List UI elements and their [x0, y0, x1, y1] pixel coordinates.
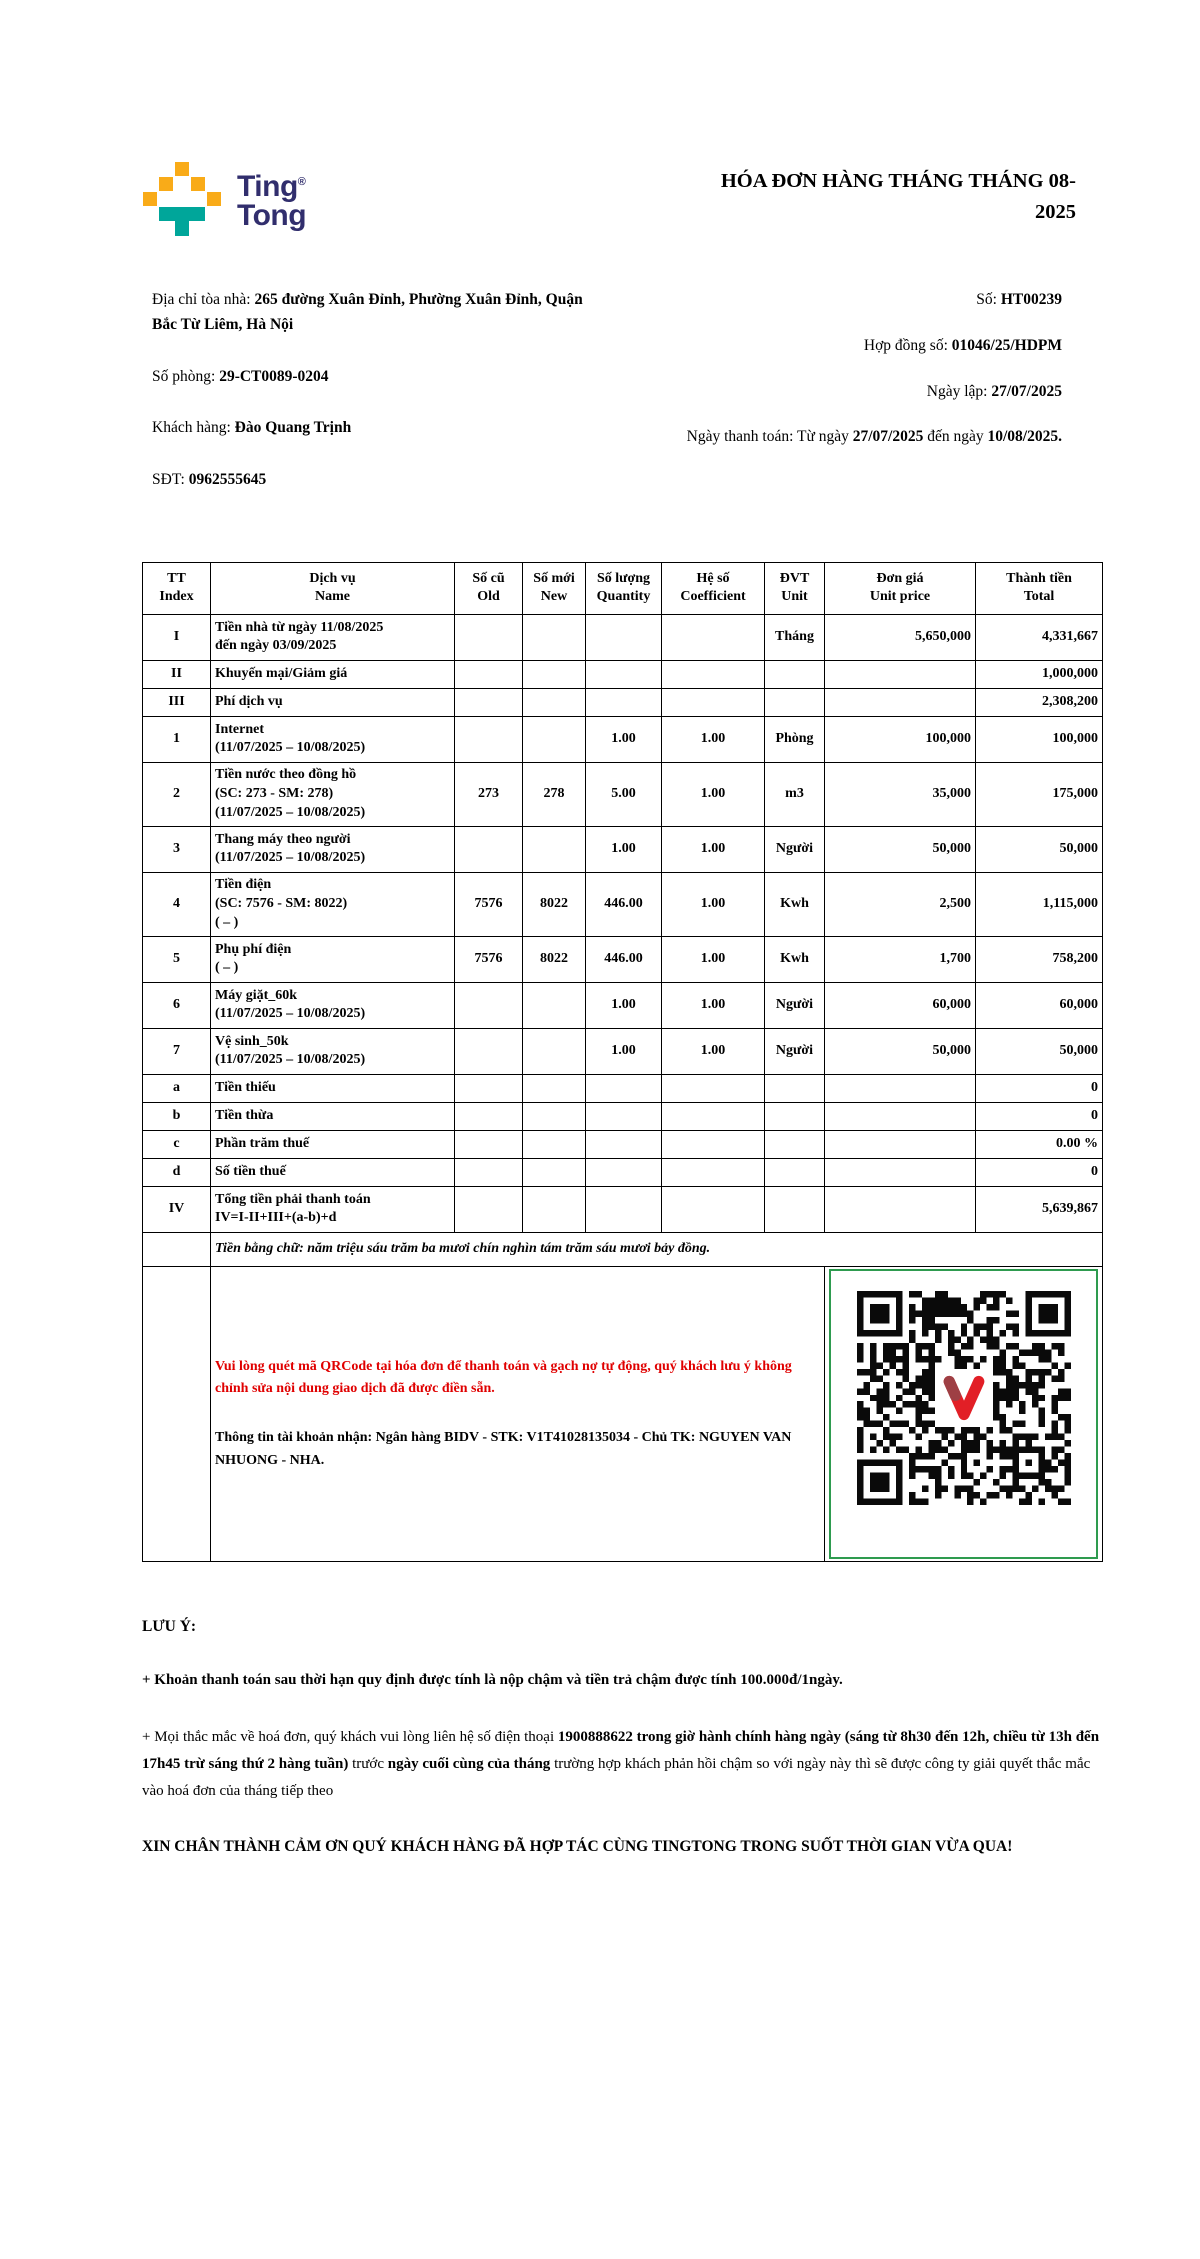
company-logo — [142, 160, 306, 238]
invoice-title-line2: 2025 — [1035, 200, 1076, 223]
text-segment: + Mọi thắc mắc về hoá đơn, quý khách vui lòng liên hệ số điện thoại — [142, 1728, 558, 1745]
hotline-note — [142, 1724, 1102, 1805]
cell-coef: 1.00 — [662, 762, 765, 826]
company-name-line1 — [237, 172, 306, 201]
cell-old — [455, 1028, 523, 1074]
qr-code-box — [829, 1269, 1098, 1559]
cell-empty — [143, 1232, 211, 1266]
cell-price: 1,700 — [825, 936, 976, 982]
cell-name — [211, 1186, 455, 1232]
cell-new: 8022 — [523, 936, 586, 982]
cell-coef — [662, 1102, 765, 1130]
payment-period-line — [662, 425, 1062, 450]
service-name-line: Phí dịch vụ — [215, 694, 283, 710]
cell-new — [523, 614, 586, 660]
service-row-5 — [143, 936, 1103, 982]
cell-unit — [765, 688, 825, 716]
cell-unit: Tháng — [765, 614, 825, 660]
service-row-III — [143, 688, 1103, 716]
logo-square — [175, 162, 189, 176]
cell-total: 50,000 — [976, 826, 1103, 872]
customer-info — [142, 288, 592, 520]
col-header-en: Name — [315, 589, 350, 605]
logo-word-ting: Ting — [237, 170, 298, 203]
col-header-name — [211, 562, 455, 614]
invoice-number-label: Số: — [976, 291, 1001, 308]
footer-notes — [142, 1618, 1102, 1860]
cell-index: 3 — [143, 826, 211, 872]
cell-new — [523, 688, 586, 716]
invoice-number-line — [662, 288, 1062, 313]
col-header-old — [455, 562, 523, 614]
cell-coef: 1.00 — [662, 982, 765, 1028]
qr-instruction-text: Vui lòng quét mã QRCode tại hóa đơn để thanh toán và gạch nợ tự động, quý khách lưu ý không chỉnh sửa nội dung giao dịch đã được điền sẵn. — [215, 1358, 792, 1396]
room-number-label: Số phòng: — [152, 367, 220, 385]
cell-coef — [662, 1158, 765, 1186]
cell-qty — [586, 1158, 662, 1186]
cell-qty: 446.00 — [586, 872, 662, 936]
text-segment: NGUYEN VAN NHUONG - NHA. — [215, 1430, 792, 1469]
qr-code-cell — [825, 1266, 1103, 1561]
cell-price: 100,000 — [825, 716, 976, 762]
cell-coef — [662, 1186, 765, 1232]
cell-price: 5,650,000 — [825, 614, 976, 660]
contract-number-label: Hợp đồng số: — [863, 336, 952, 354]
service-name-line: (11/07/2025 – 10/08/2025) — [215, 850, 366, 866]
cell-name — [211, 872, 455, 936]
phone-label: SĐT: — [152, 471, 189, 489]
cell-name — [211, 1028, 455, 1074]
issue-date-value: 27/07/2025 — [991, 382, 1062, 400]
cell-index: 6 — [143, 982, 211, 1028]
col-header-en: Quantity — [596, 589, 651, 605]
cell-qty: 1.00 — [586, 1028, 662, 1074]
service-row-1 — [143, 716, 1103, 762]
service-name-line: Tiền thừa — [215, 1108, 274, 1124]
cell-qty: 446.00 — [586, 936, 662, 982]
service-name-line: Internet — [215, 721, 264, 737]
cell-coef: 1.00 — [662, 1028, 765, 1074]
service-name-line: Tiền điện — [215, 877, 272, 893]
col-header-total — [976, 562, 1103, 614]
cell-old: 7576 — [455, 872, 523, 936]
col-header-index — [143, 562, 211, 614]
table-header-row — [143, 562, 1103, 614]
cell-unit: Người — [765, 1028, 825, 1074]
building-address-value: 265 đường Xuân Đỉnh, Phường Xuân Đỉnh, Quận Bắc Từ Liêm, Hà Nội — [152, 291, 583, 333]
room-number-value: 29-CT0089-0204 — [219, 367, 329, 385]
col-header-unit-price — [825, 562, 976, 614]
cell-total: 50,000 — [976, 1028, 1103, 1074]
cell-unit: Kwh — [765, 872, 825, 936]
service-row-I — [143, 614, 1103, 660]
cell-coef: 1.00 — [662, 872, 765, 936]
logo-square — [207, 192, 221, 206]
cell-total: 100,000 — [976, 716, 1103, 762]
col-header-en: Unit price — [869, 589, 931, 605]
service-name-line: (11/07/2025 – 10/08/2025) — [215, 1006, 366, 1022]
customer-name-label: Khách hàng: — [152, 419, 235, 437]
cell-name — [211, 936, 455, 982]
cell-coef — [662, 660, 765, 688]
payment-instructions-cell — [211, 1266, 825, 1561]
cell-old — [455, 826, 523, 872]
text-segment: trước — [348, 1755, 388, 1772]
cell-name — [211, 762, 455, 826]
cell-new — [523, 1028, 586, 1074]
cell-unit — [765, 1186, 825, 1232]
cell-index: III — [143, 688, 211, 716]
cell-total: 758,200 — [976, 936, 1103, 982]
cell-name — [211, 982, 455, 1028]
cell-qty — [586, 1130, 662, 1158]
col-header-vi: Dịch vụ — [309, 570, 356, 586]
service-name-line: (11/07/2025 – 10/08/2025) — [215, 804, 366, 820]
cell-total: 0 — [976, 1074, 1103, 1102]
invoice-details — [662, 288, 1102, 520]
logo-square — [191, 177, 205, 191]
cell-qty — [586, 1074, 662, 1102]
logo-square — [159, 177, 173, 191]
cell-unit — [765, 1130, 825, 1158]
cell-name — [211, 1158, 455, 1186]
cell-index: I — [143, 614, 211, 660]
cell-total: 60,000 — [976, 982, 1103, 1028]
cell-index: b — [143, 1102, 211, 1130]
issue-date-label: Ngày lập: — [926, 382, 992, 400]
service-row-a — [143, 1074, 1103, 1102]
cell-old: 273 — [455, 762, 523, 826]
service-row-d — [143, 1158, 1103, 1186]
cell-new — [523, 1074, 586, 1102]
building-address-line — [152, 288, 592, 338]
cell-unit — [765, 1102, 825, 1130]
service-name-line: Máy giặt_60k — [215, 987, 298, 1003]
logo-teal-stem — [175, 221, 189, 236]
invoice-number-value: HT00239 — [1000, 291, 1062, 308]
service-name-line: (SC: 273 - SM: 278) — [215, 786, 334, 802]
text-segment: Thông tin tài khoản nhận: Ngân hàng BIDV - STK: — [215, 1430, 527, 1446]
cell-total: 1,115,000 — [976, 872, 1103, 936]
col-header-new — [523, 562, 586, 614]
qr-payment-row — [143, 1266, 1103, 1561]
cell-old: 7576 — [455, 936, 523, 982]
cell-old — [455, 716, 523, 762]
company-name-line2 — [237, 199, 307, 233]
cell-coef — [662, 688, 765, 716]
amount-in-words-value: năm triệu sáu trăm ba mươi chín nghìn tám trăm sáu mươi bảy đồng. — [307, 1241, 711, 1257]
building-address-label: Địa chỉ tòa nhà: — [152, 291, 255, 308]
cell-unit — [765, 1158, 825, 1186]
services-table — [142, 562, 1103, 1562]
cell-coef: 1.00 — [662, 936, 765, 982]
cell-unit — [765, 1074, 825, 1102]
col-header-vi: Thành tiền — [1006, 570, 1072, 586]
cell-index: 2 — [143, 762, 211, 826]
cell-index: 5 — [143, 936, 211, 982]
cell-unit: Người — [765, 982, 825, 1028]
text-segment: V1T41028135034 — [526, 1430, 630, 1446]
issue-date-line — [662, 380, 1062, 405]
cell-index: c — [143, 1130, 211, 1158]
bank-account-text — [215, 1426, 815, 1472]
room-number-line — [152, 365, 592, 390]
cell-new — [523, 1102, 586, 1130]
cell-price: 2,500 — [825, 872, 976, 936]
text-segment: 27/07/2025 — [852, 428, 924, 446]
service-name-line: Vệ sinh_50k — [215, 1033, 289, 1049]
cell-name — [211, 614, 455, 660]
service-name-line: ( – ) — [215, 960, 239, 976]
cell-total: 1,000,000 — [976, 660, 1103, 688]
cell-qty — [586, 660, 662, 688]
text-segment: ngày cuối cùng của tháng — [387, 1755, 551, 1772]
col-header-vi: TT — [167, 570, 186, 586]
col-header-en: Unit — [781, 589, 808, 605]
cell-qty — [586, 1186, 662, 1232]
col-header-en: New — [540, 589, 568, 605]
cell-qty: 1.00 — [586, 826, 662, 872]
cell-price — [825, 1158, 976, 1186]
cell-old — [455, 1158, 523, 1186]
cell-unit: Người — [765, 826, 825, 872]
service-name-line: Tiền nhà từ ngày 11/08/2025 — [215, 619, 384, 635]
cell-qty: 1.00 — [586, 982, 662, 1028]
cell-total: 0 — [976, 1158, 1103, 1186]
cell-new — [523, 982, 586, 1028]
service-name-line: (11/07/2025 – 10/08/2025) — [215, 1052, 366, 1068]
text-segment: đến ngày — [923, 428, 988, 446]
service-row-b — [143, 1102, 1103, 1130]
amount-in-words-cell — [211, 1232, 1103, 1266]
service-name-line: (SC: 7576 - SM: 8022) — [215, 896, 348, 912]
cell-price — [825, 1130, 976, 1158]
service-name-line: (11/07/2025 – 10/08/2025) — [215, 740, 366, 756]
cell-price: 60,000 — [825, 982, 976, 1028]
company-name — [237, 172, 306, 231]
cell-old — [455, 1130, 523, 1158]
late-payment-note: + Khoản thanh toán sau thời hạn quy định được tính là nộp chậm và tiền trả chậm được tính 100.000đ/1ngày. — [142, 1671, 843, 1688]
logo-square — [143, 192, 157, 206]
customer-name-line — [152, 416, 592, 441]
col-header-vi: Đơn giá — [876, 570, 924, 586]
cell-index: 1 — [143, 716, 211, 762]
service-name-line: IV=I-II+III+(a-b)+d — [215, 1210, 337, 1226]
notes-heading: LƯU Ý: — [142, 1617, 197, 1635]
col-header-en: Coefficient — [680, 589, 746, 605]
cell-old — [455, 1186, 523, 1232]
invoice-meta — [142, 288, 1102, 520]
cell-coef: 1.00 — [662, 716, 765, 762]
cell-new — [523, 1130, 586, 1158]
customer-name-value: Đào Quang Trịnh — [234, 419, 352, 437]
cell-price — [825, 1186, 976, 1232]
col-header-unit — [765, 562, 825, 614]
col-header-vi: Số cũ — [472, 570, 505, 586]
service-row-6 — [143, 982, 1103, 1028]
cell-coef — [662, 614, 765, 660]
cell-total: 5,639,867 — [976, 1186, 1103, 1232]
cell-price: 50,000 — [825, 1028, 976, 1074]
contract-number-line — [662, 334, 1062, 359]
cell-name — [211, 660, 455, 688]
service-name-line: Thang máy theo người — [215, 831, 351, 847]
invoice-header — [142, 160, 1102, 238]
service-row-IV — [143, 1186, 1103, 1232]
services-table-body — [143, 614, 1103, 1232]
cell-new: 8022 — [523, 872, 586, 936]
cell-old — [455, 1074, 523, 1102]
qr-code — [857, 1291, 1071, 1505]
cell-new — [523, 1186, 586, 1232]
service-name-line: Phần trăm thuế — [215, 1136, 310, 1152]
text-segment: 10/08/2025. — [987, 428, 1062, 446]
cell-unit — [765, 660, 825, 688]
text-segment: Ngày thanh toán: Từ ngày — [686, 428, 853, 446]
service-name-line: Số tiền thuế — [215, 1164, 286, 1180]
cell-qty — [586, 1102, 662, 1130]
cell-index: d — [143, 1158, 211, 1186]
contract-number-value: 01046/25/HDPM — [951, 336, 1062, 354]
cell-unit: m3 — [765, 762, 825, 826]
col-header-vi: Hệ số — [696, 570, 730, 586]
cell-old — [455, 614, 523, 660]
col-header-vi: Số lượng — [596, 570, 651, 586]
cell-new — [523, 826, 586, 872]
phone-line — [152, 468, 592, 493]
cell-total: 2,308,200 — [976, 688, 1103, 716]
cell-total: 175,000 — [976, 762, 1103, 826]
text-segment: 1900888622 trong giờ hành chính hàng ngày (sáng từ 8h30 đến 12h, chiều từ 13h đến 17h45 trừ sáng thứ 2 hàng tuần) — [142, 1728, 1100, 1772]
col-header-en: Index — [159, 589, 194, 605]
service-name-line: Khuyến mại/Giảm giá — [215, 666, 348, 682]
service-row-3 — [143, 826, 1103, 872]
cell-index: II — [143, 660, 211, 688]
cell-index: a — [143, 1074, 211, 1102]
table-head — [143, 562, 1103, 614]
cell-price — [825, 660, 976, 688]
cell-new — [523, 660, 586, 688]
phone-value: 0962555645 — [188, 471, 267, 489]
cell-total: 4,331,667 — [976, 614, 1103, 660]
cell-price — [825, 688, 976, 716]
service-row-II — [143, 660, 1103, 688]
cell-name — [211, 1074, 455, 1102]
cell-price: 35,000 — [825, 762, 976, 826]
cell-new — [523, 716, 586, 762]
cell-name — [211, 716, 455, 762]
tingtong-logo-icon — [142, 160, 222, 238]
cell-price — [825, 1102, 976, 1130]
cell-new: 278 — [523, 762, 586, 826]
service-name-line: Tiền thiếu — [215, 1080, 276, 1096]
service-name-line: Tổng tiền phải thanh toán — [215, 1191, 371, 1207]
cell-new — [523, 1158, 586, 1186]
service-row-7 — [143, 1028, 1103, 1074]
cell-price: 50,000 — [825, 826, 976, 872]
service-name-line: ( – ) — [215, 914, 239, 930]
text-segment: - Chủ TK: — [629, 1430, 699, 1446]
cell-empty — [143, 1266, 211, 1561]
cell-name — [211, 826, 455, 872]
service-row-c — [143, 1130, 1103, 1158]
col-header-en: Old — [477, 589, 500, 605]
text-segment: trường hợp khách phản hồi chậm so với ngày này thì sẽ được công ty giải quyết thắc mắc vào hoá đơn của tháng tiếp theo — [142, 1755, 1091, 1799]
col-header-quantity — [586, 562, 662, 614]
cell-unit: Kwh — [765, 936, 825, 982]
cell-qty: 1.00 — [586, 716, 662, 762]
cell-old — [455, 1102, 523, 1130]
cell-total: 0 — [976, 1102, 1103, 1130]
amount-in-words-label: Tiền bằng chữ: — [215, 1241, 308, 1257]
cell-price — [825, 1074, 976, 1102]
cell-unit: Phòng — [765, 716, 825, 762]
invoice-title — [676, 166, 1102, 228]
invoice-title-line1: HÓA ĐƠN HÀNG THÁNG THÁNG 08- — [720, 170, 1076, 192]
service-name-line: Phụ phí điện — [215, 941, 292, 957]
vietqr-v-icon — [935, 1369, 993, 1427]
col-header-coefficient — [662, 562, 765, 614]
col-header-vi: Số mới — [533, 570, 575, 586]
cell-qty — [586, 688, 662, 716]
col-header-en: Total — [1023, 589, 1055, 605]
services-table-footer — [143, 1232, 1103, 1561]
cell-old — [455, 982, 523, 1028]
thank-you-text: XIN CHÂN THÀNH CẢM ƠN QUÝ KHÁCH HÀNG ĐÃ HỢP TÁC CÙNG TINGTONG TRONG SUỐT THỜI GIAN VỪA QUA! — [142, 1837, 1013, 1855]
col-header-vi: ĐVT — [779, 570, 810, 586]
logo-word-tong: Tong — [237, 199, 307, 233]
service-row-4 — [143, 872, 1103, 936]
cell-coef — [662, 1130, 765, 1158]
cell-qty: 5.00 — [586, 762, 662, 826]
service-row-2 — [143, 762, 1103, 826]
cell-name — [211, 1130, 455, 1158]
cell-index: IV — [143, 1186, 211, 1232]
logo-teal-bar — [159, 207, 205, 221]
cell-name — [211, 1102, 455, 1130]
registered-mark: ® — [297, 176, 306, 188]
cell-qty — [586, 614, 662, 660]
cell-index: 7 — [143, 1028, 211, 1074]
cell-old — [455, 660, 523, 688]
cell-name — [211, 688, 455, 716]
cell-index: 4 — [143, 872, 211, 936]
cell-coef: 1.00 — [662, 826, 765, 872]
invoice-content — [142, 0, 1102, 1860]
cell-old — [455, 688, 523, 716]
cell-total: 0.00 % — [976, 1130, 1103, 1158]
service-name-line: đến ngày 03/09/2025 — [215, 638, 337, 654]
amount-in-words-row — [143, 1232, 1103, 1266]
service-name-line: Tiền nước theo đồng hồ — [215, 767, 357, 783]
cell-coef — [662, 1074, 765, 1102]
